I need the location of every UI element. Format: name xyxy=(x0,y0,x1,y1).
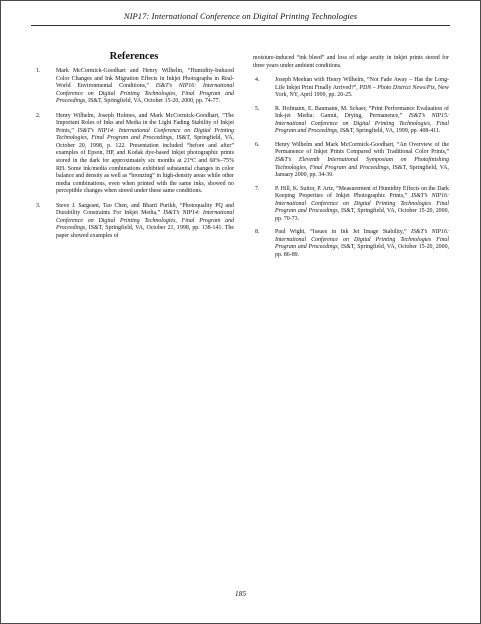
reference-venue: PDN – Photo District News/Pix, xyxy=(359,84,437,91)
reference-5 xyxy=(253,106,449,136)
reference-1 xyxy=(34,68,234,106)
reference-venue: IS&T’s NIP16: International Conference on Digital Printing Technologies Final Program and Proceedings, xyxy=(275,229,449,251)
reference-details: IS&T, Springfield, VA, October 15-20, 2000, pp. 70-73. xyxy=(275,208,449,222)
reference-3 xyxy=(34,203,234,241)
reference-7 xyxy=(253,186,449,224)
reference-details: IS&T, Springfield, VA, October 15-20, 2000, pp. 74-77. xyxy=(86,98,221,105)
reference-details: New York, NY, April 1999, pp. 20-25. xyxy=(275,84,449,99)
running-head: NIP17: International Conference on Digital Printing Technologies xyxy=(123,11,358,21)
reference-8 xyxy=(253,229,449,259)
reference-2 xyxy=(34,113,234,196)
reference-text: Henry Wilhelm and Mark McCormick-Goodhart, “An Overview of the Permanence of Inkjet Prints Compared with Traditional Color Prints,” xyxy=(275,141,449,156)
reference-venue: IS&T’s NIP16: International Conference on Digital Printing Technologies, Final Program and Proceedings, xyxy=(56,83,234,105)
reference-text: R. Hofmann, E. Baumann, M. Schaer, “Print Performance Evaluation of Ink-jet Media: Gamut, Drying, Permanence,” xyxy=(275,105,449,120)
left-column xyxy=(34,51,234,247)
reference-details: IS&T, Springfield, VA, October 20, 1998, p. 122. Presentation included “before and after” examples of Epson, HP, and Kodak dye-based inkjet photographic prints stored in the dark for approximately six months at 21°C and 60%–75% RH. Some ink/media combinations exhibited substantial changes in color balance and density as well as “bronzing” in high-density areas while other media combinations, even when printed with the same inks, showed no perceptible changes when stored under these same conditions. xyxy=(56,135,234,195)
reference-venue: IS&T’s NIP15: International Conference on Digital Printing Technologies, Final Program and Proceedings, xyxy=(275,113,449,135)
reference-6 xyxy=(253,142,449,180)
reference-venue: IS&T’s NIP14: International Conference on Digital Printing Technologies, Final Program and Proceedings, xyxy=(56,127,234,142)
reference-text: Mark McCormick-Goodhart and Henry Wilhelm, “Humidity-Induced Color Changes and Ink Migration Effects in Inkjet Photographs in Real-World Environmental Conditions,” xyxy=(56,68,234,90)
reference-text: Steve J. Sargeant, Tao Chen, and Bharti Purikh, “Photoquality PQ and Durability Constraints For Inkjet Media,” xyxy=(56,202,234,217)
references-heading: References xyxy=(109,51,159,62)
reference-details: IS&T, Springfield, VA, 1999, pp. 408-411. xyxy=(338,128,441,135)
reference-text: Henry Wilhelm, Joseph Holmes, and Mark McCormick-Goodhart, “The Important Roles of Inks and Media in the Light Fading Stability of Inkjet Prints,” xyxy=(56,112,234,134)
header-rule xyxy=(31,25,450,26)
reference-text: Paul Wight, “Issues in Ink Jet Image Stability,” xyxy=(275,229,411,236)
right-column xyxy=(253,55,449,266)
reference-text: Joseph Meehan with Henry Wilhelm, “Not Fade Away – Has the Long-Life Inkjet Print Finally Arrived?”, xyxy=(275,77,449,91)
reference-number: 1. xyxy=(36,68,41,74)
reference-details: IS&T, Springfield, VA, January 2000, pp. 34-39. xyxy=(275,164,449,179)
reference-details: IS&T, Springfield, VA, October 21, 1998, pp. 138-141. The paper showed examples of xyxy=(56,225,234,239)
reference-4 xyxy=(253,77,449,100)
reference-number: 2. xyxy=(36,112,41,119)
reference-number: 3. xyxy=(36,202,41,209)
reference-3-continuation: moisture-induced “ink bleed” and loss of edge acuity in inkjet prints stored for three years under ambient conditions. xyxy=(253,55,449,69)
page-number: 185 xyxy=(234,589,247,598)
reference-number: 8. xyxy=(255,229,260,236)
reference-venue: IS&T’s NIP16: International Conference on Digital Printing Technologies Final Program and Proceedings, xyxy=(275,193,449,215)
reference-number: 5. xyxy=(255,105,260,112)
reference-venue: IS&T’s NIP14: International Conference on Digital Printing Technologies, Final Program and Proceedings, xyxy=(56,210,234,232)
reference-text: P. Hill, K. Suitor, P. Artz, “Measurement of Humidity Effects on the Dark Keeping Properties of Inkjet Photographic Prints,” xyxy=(275,185,449,200)
reference-details: IS&T, Springfield, VA, October 15-20, 2000, pp. 86-89. xyxy=(275,244,449,259)
reference-number: 4. xyxy=(255,77,260,84)
reference-number: 6. xyxy=(255,141,260,148)
reference-number: 7. xyxy=(255,185,260,192)
reference-venue: IS&T’s Eleventh International Symposium on Photofinishing Technologies, Final Program and Proceedings, xyxy=(275,157,449,171)
